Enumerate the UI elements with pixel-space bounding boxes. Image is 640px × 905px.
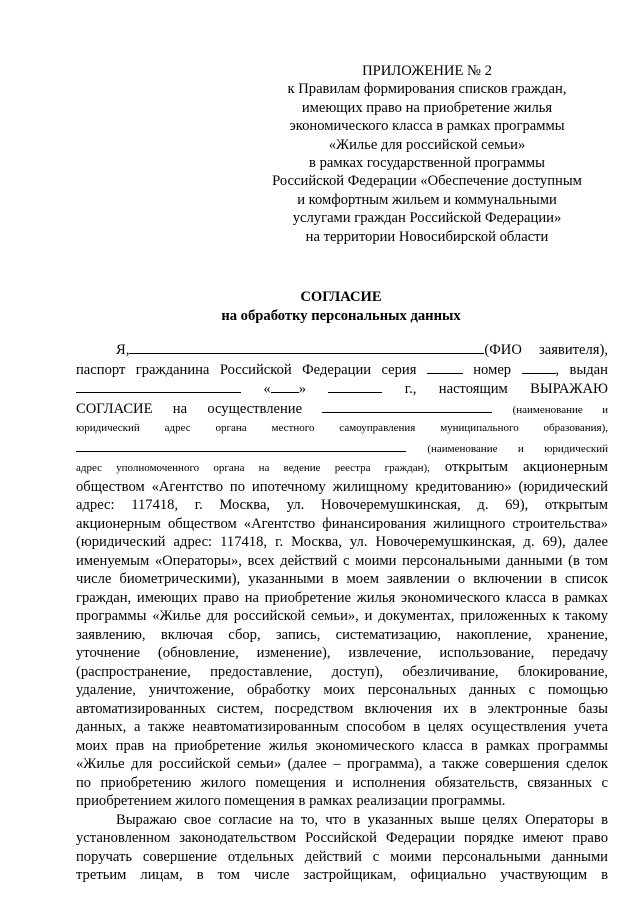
quote-open: « [263, 381, 271, 397]
paragraph-line: «Жилье для российской семьи» (далее – программа), а также совершения сделок [76, 756, 608, 772]
form-line-passport [76, 360, 608, 380]
appendix-line: имеющих право на приобретение жилья [301, 99, 553, 116]
fio-field[interactable] [129, 340, 484, 354]
paragraph-line: моих прав на приобретение жилья экономического класса в рамках программы [76, 737, 608, 754]
title-sub: на обработку персональных данных [221, 308, 461, 324]
appendix-line: на территории Новосибирской области [305, 228, 549, 245]
consent-body [76, 340, 608, 885]
label-passport: паспорт гражданина Российской Федерации серия [76, 361, 417, 378]
issue-month-field[interactable] [328, 379, 382, 393]
appendix-line: услугами граждан Российской Федерации» [292, 210, 562, 227]
paragraph2-line: поручать совершение отдельных действий с моими персональными данными [76, 848, 608, 865]
paragraph-line: приобретением жилого помещения в рамках реализации программы. [76, 793, 506, 809]
hint-org-line2: юридический адрес органа местного самоуправления муниципального образования), [76, 422, 608, 434]
label-na: на [172, 400, 188, 417]
document-title [76, 288, 606, 326]
paragraph2-line: третьим лицам, в том числе застройщикам, официально участвующим в [76, 867, 608, 883]
hint-upoln2: адрес уполномоченного органа на ведение реестра граждан), [76, 462, 430, 474]
label-nomer: номер [473, 361, 512, 378]
paragraph-line: (распространение, предоставление, доступ), обезличивание, блокирование, [76, 663, 608, 680]
paragraph-line: граждан, имеющих право на приобретение жилья экономического класса в рамках [76, 589, 608, 606]
appendix-line: «Жилье для российской семьи» [328, 136, 526, 153]
label-soglasie: СОГЛАСИЕ [76, 400, 153, 417]
quote-close: » [298, 381, 306, 397]
paragraph-line: программы «Жилье для российской семьи», и документах, приложенных к такому [76, 608, 608, 624]
paragraph-line: (юридический адрес: 117418, г. Москва, ул. Новочеремушкинская, д. 69), далее [76, 534, 608, 550]
label-vydan: , выдан [555, 361, 608, 378]
paragraph-line: по приобретению жилого помещения и исполнения обязательств, связанных с [76, 774, 608, 791]
paragraph-line: данных, а также неавтоматизированным способом в целях осуществления учета [76, 719, 608, 735]
paragraph-line: удаление, уничтожение, обработку моих персональных данных с помощью [76, 682, 608, 698]
registry-body-field[interactable] [76, 438, 406, 452]
passport-number-field[interactable] [522, 360, 556, 374]
label-ya: Я, [116, 342, 130, 358]
municipal-body-field[interactable] [322, 399, 492, 413]
passport-series-field[interactable] [427, 360, 463, 374]
hint-upoln: (наименование и юридический [427, 442, 608, 455]
issued-by-field[interactable] [76, 379, 241, 393]
appendix-line: ПРИЛОЖЕНИЕ № 2 [362, 63, 492, 79]
label-vyrazhayu: ВЫРАЖАЮ [530, 381, 608, 397]
paragraph2-line: установленном законодательством Российской Федерации порядке имеют право [76, 830, 608, 846]
issue-day-field[interactable] [271, 379, 299, 393]
paragraph-line: заявлению, включая сбор, запись, систематизацию, накопление, хранение, [76, 626, 608, 643]
appendix-line: и комфортным жильем и коммунальными [297, 191, 557, 208]
appendix-header [262, 62, 592, 246]
paragraph-line: числе биометрическими), указанными в моем заявлении о включении в список [76, 571, 608, 587]
form-line-upoln2 [76, 458, 608, 478]
form-line-issued [76, 379, 608, 399]
form-line-fio [76, 340, 608, 360]
paragraph2-line: Выражаю свое согласие на то, что в указанных выше целях Операторы в [116, 811, 608, 828]
paragraph-line: именуемым «Операторы», всех действий с моими персональными данными (в том [76, 552, 608, 569]
paragraph-line: уточнение (обновление, изменение), извлечение, использование, передачу [76, 645, 608, 661]
paragraph-line: обществом «Агентство по ипотечному жилищному кредитованию» (юридический [76, 478, 608, 495]
paragraph-line: автоматизированных систем, посредством включения их в электронные базы [76, 700, 608, 717]
label-osushchestvlenie: осуществление [207, 400, 303, 417]
form-line-upoln [76, 438, 608, 459]
hint-org: (наименование и [512, 403, 608, 416]
paragraph-line: открытым акционерным [444, 459, 608, 475]
appendix-line: Российской Федерации «Обеспечение доступным [272, 173, 582, 190]
label-nastoyashchim: настоящим [438, 381, 508, 397]
paragraph-line: адрес: 117418, г. Москва, ул. Новочеремушкинская, д. 69), открытым [76, 497, 608, 513]
form-line-consent [76, 399, 608, 420]
appendix-line: к Правилам формирования списков граждан, [287, 81, 567, 98]
fio-hint: (ФИО заявителя), [484, 342, 608, 358]
appendix-line: экономического класса в рамках программы [289, 118, 565, 135]
paragraph-line: акционерным обществом «Агентство финансирования жилищного строительства» [76, 515, 608, 532]
label-year: г., [404, 381, 417, 397]
appendix-line: в рамках государственной программы [309, 155, 545, 172]
title-main: СОГЛАСИЕ [300, 289, 382, 305]
